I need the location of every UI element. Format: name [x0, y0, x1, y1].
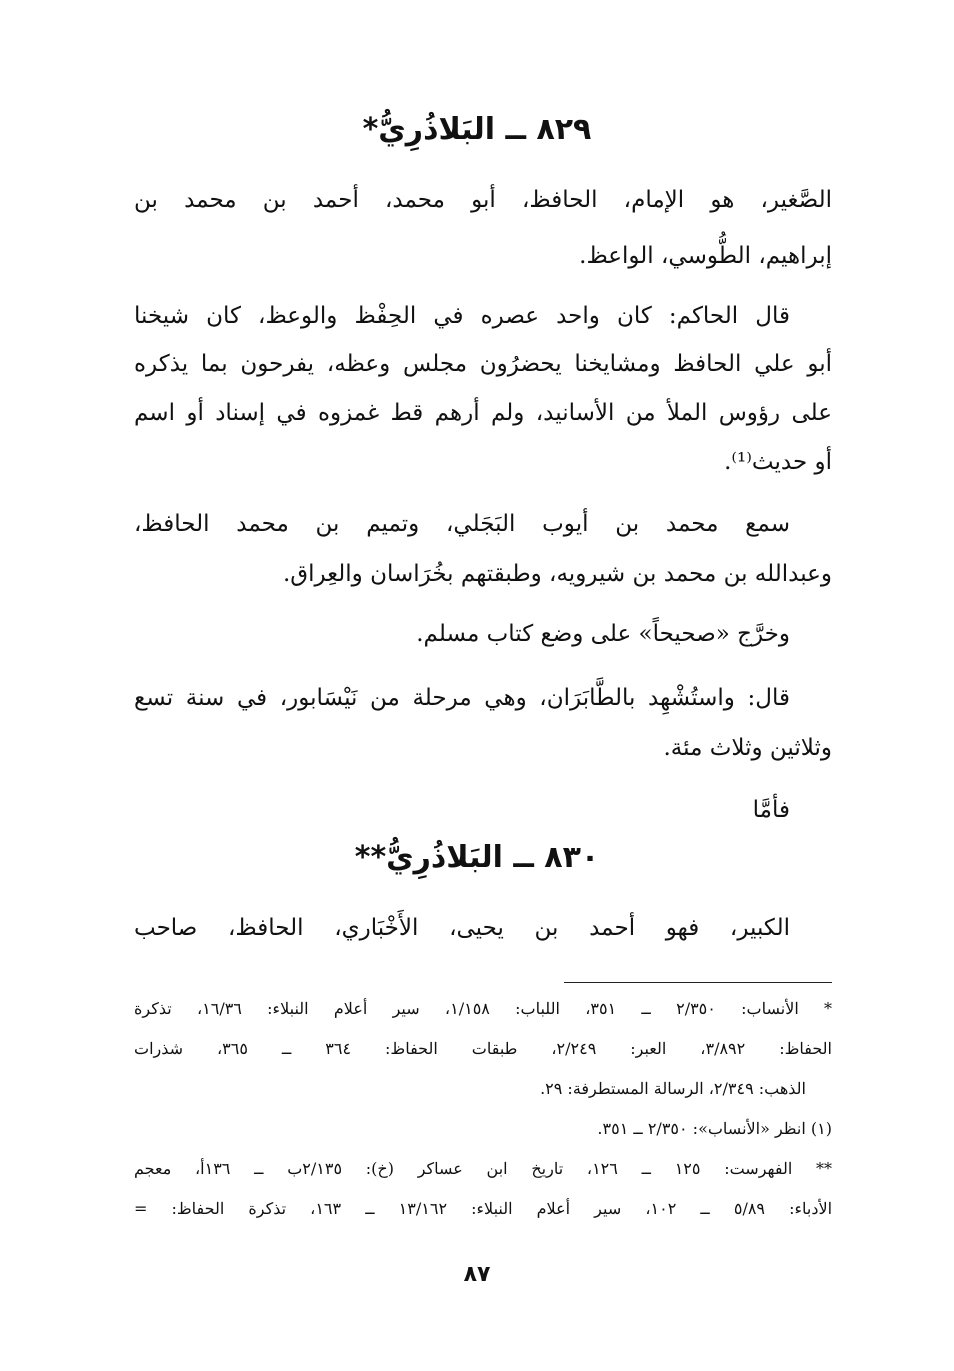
- body-line: سمع محمد بن أيوب البَجَلي، وتميم بن محمد الحافظ،: [134, 511, 790, 537]
- page-number: ٨٧: [463, 1262, 491, 1287]
- body-line: قال: واستُشْهِد بالطَّابَرَان، وهي مرحلة من نَيْسَابور، في سنة تسع: [134, 685, 790, 711]
- body-line: فأمَّا: [752, 797, 790, 823]
- footnote-line: ** الفهرست: ١٢٥ ــ ١٢٦، تاريخ ابن عساكر (خ): ٢/١٣٥ب ــ ١٣٦أ، معجم: [134, 1159, 833, 1178]
- footnote-line: الحفاظ: ٣/٨٩٢، العبر: ٢/٢٤٩، طبقات الحفاظ: ٣٦٤ ــ ٣٦٥، شذرات: [134, 1039, 833, 1058]
- footnote-divider: [564, 982, 832, 983]
- body-line: أو حديث⁽¹⁾.: [724, 449, 832, 475]
- body-line: الكبير، فهو أحمد بن يحيى، الأَخْبَاري، الحافظ، صاحب: [134, 915, 790, 941]
- body-line: وثلاثين وثلاث مئة.: [663, 735, 832, 761]
- body-line: إبراهيم، الطُّوسي، الواعظ.: [579, 243, 832, 269]
- footnote-line: * الأنساب: ٢/٣٥٠ ــ ٣٥١، اللباب: ١/١٥٨، سير أعلام النبلاء: ١٦/٣٦، تذكرة: [134, 999, 833, 1018]
- body-line: الصَّغير، هو الإمام، الحافظ، أبو محمد، أحمد بن محمد بن: [134, 187, 832, 213]
- entry-heading-829: ٨٢٩ ــ البَلاذُرِيُّ*: [362, 112, 592, 147]
- body-line: على رؤوس الملأ من الأسانيد، ولم أرهم قط غمزوه في إسناد أو اسم: [134, 400, 832, 426]
- footnote-line: (١) انظر «الأنساب»: ٢/٣٥٠ ــ ٣٥١.: [597, 1119, 832, 1138]
- body-line: قال الحاكم: كان واحد عصره في الحِفْظ والوعظ، كان شيخنا: [134, 303, 790, 329]
- body-line: وعبدالله بن محمد بن شيرويه، وطبقتهم بخُرَاسان والعِراق.: [282, 561, 832, 587]
- body-line: أبو علي الحافظ ومشايخنا يحضرُون مجلس وعظه، يفرحون بما يذكره: [134, 351, 832, 377]
- footnote-line: الذهب: ٢/٣٤٩، الرسالة المستطرفة: ٢٩.: [540, 1079, 806, 1098]
- body-line: وخرَّج «صحيحاً» على وضع كتاب مسلم.: [416, 621, 790, 647]
- entry-heading-830: ٨٣٠ ــ البَلاذُرِيُّ**: [354, 840, 600, 875]
- footnote-line: الأدباء: ٥/٨٩ ــ ١٠٢، سير أعلام النبلاء: ١٣/١٦٢ ــ ١٦٣، تذكرة الحفاظ: =: [134, 1199, 833, 1218]
